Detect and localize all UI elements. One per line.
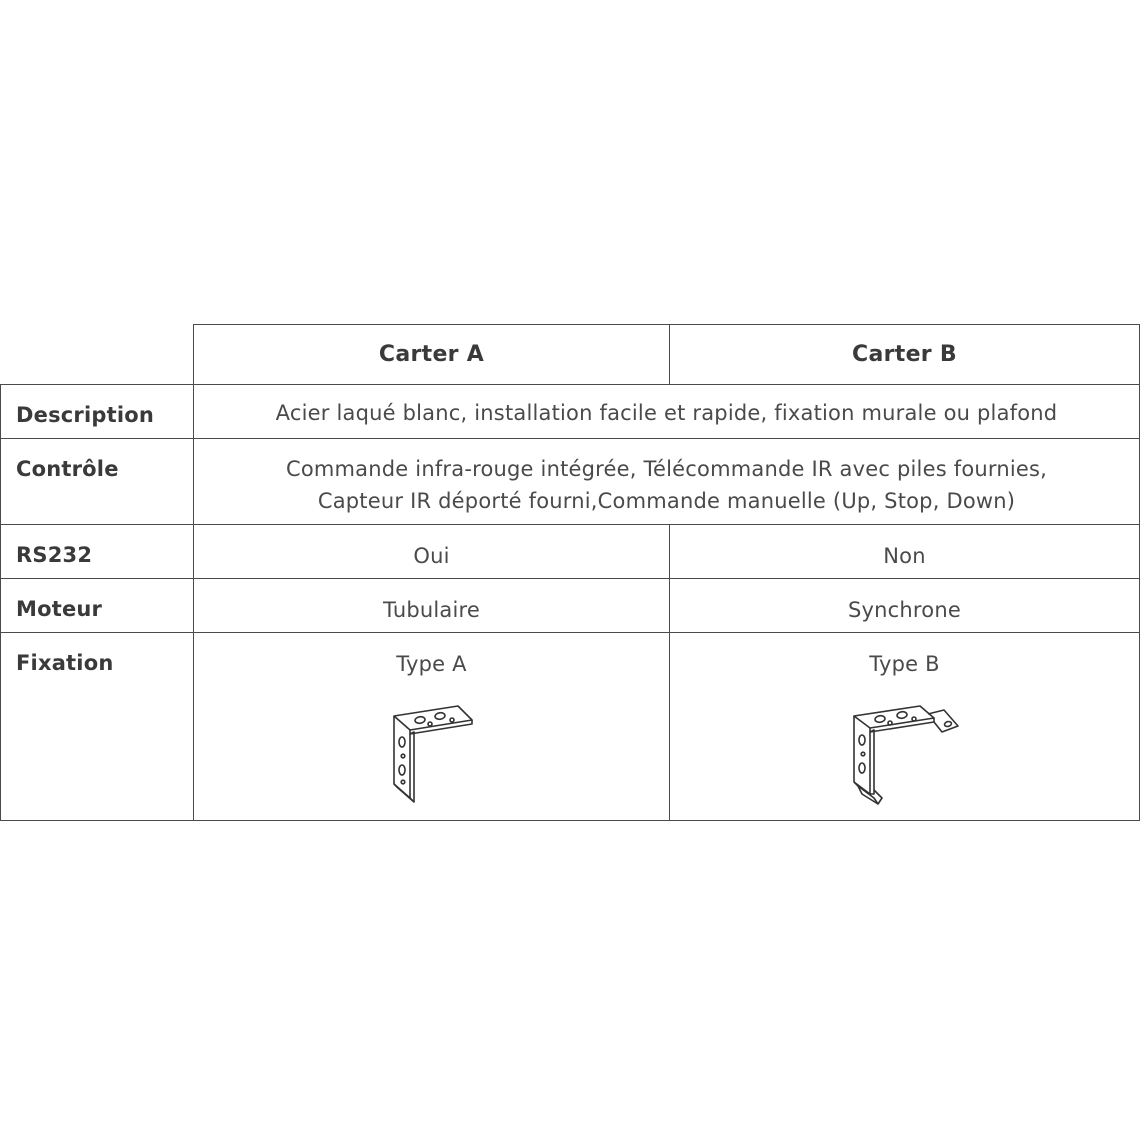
fixation-b-value: Type B: [869, 652, 940, 676]
rs232-a-value: Oui: [413, 544, 450, 568]
header-carter-a-label: Carter A: [378, 342, 485, 367]
label-cell-rs232: [1, 525, 194, 579]
row-fixation: [1, 633, 1140, 821]
value-cell-description: [194, 385, 1140, 439]
moteur-b-value: Synchrone: [848, 598, 961, 622]
value-cell-moteur-a: [194, 579, 670, 633]
value-cell-controle: [194, 439, 1140, 525]
row-controle: [1, 439, 1140, 525]
bracket-type-b-icon: [840, 694, 970, 809]
fixation-a-value: Type A: [396, 652, 467, 676]
label-cell-description: [1, 385, 194, 439]
header-carter-b: [670, 325, 1140, 385]
row-label-fixation: Fixation: [16, 651, 114, 675]
label-cell-moteur: [1, 579, 194, 633]
value-cell-rs232-b: [670, 525, 1140, 579]
rs232-b-value: Non: [883, 544, 926, 568]
value-cell-fixation-b: [670, 633, 1140, 821]
header-row: [1, 325, 1140, 385]
bracket-type-a-icon: [382, 694, 482, 804]
controle-line-2: Capteur IR déporté fourni,Commande manuelle (Up, Stop, Down): [317, 489, 1016, 513]
row-label-rs232: RS232: [16, 543, 93, 567]
blank-corner-cell: [1, 325, 194, 385]
row-label-controle: Contrôle: [16, 457, 119, 481]
description-value: Acier laqué blanc, installation facile et rapide, fixation murale ou plafond: [275, 401, 1058, 425]
spec-table: [0, 324, 1140, 821]
label-cell-fixation: [1, 633, 194, 821]
label-cell-controle: [1, 439, 194, 525]
row-description: [1, 385, 1140, 439]
row-moteur: [1, 579, 1140, 633]
value-cell-rs232-a: [194, 525, 670, 579]
value-cell-moteur-b: [670, 579, 1140, 633]
controle-line-1: Commande infra-rouge intégrée, Télécommande IR avec piles fournies,: [285, 457, 1048, 481]
row-label-moteur: Moteur: [16, 597, 103, 621]
moteur-a-value: Tubulaire: [382, 598, 481, 622]
header-carter-a: [194, 325, 670, 385]
header-carter-b-label: Carter B: [852, 342, 957, 367]
row-rs232: [1, 525, 1140, 579]
value-cell-fixation-a: [194, 633, 670, 821]
controle-value: [194, 439, 1139, 517]
row-label-description: Description: [16, 403, 155, 427]
